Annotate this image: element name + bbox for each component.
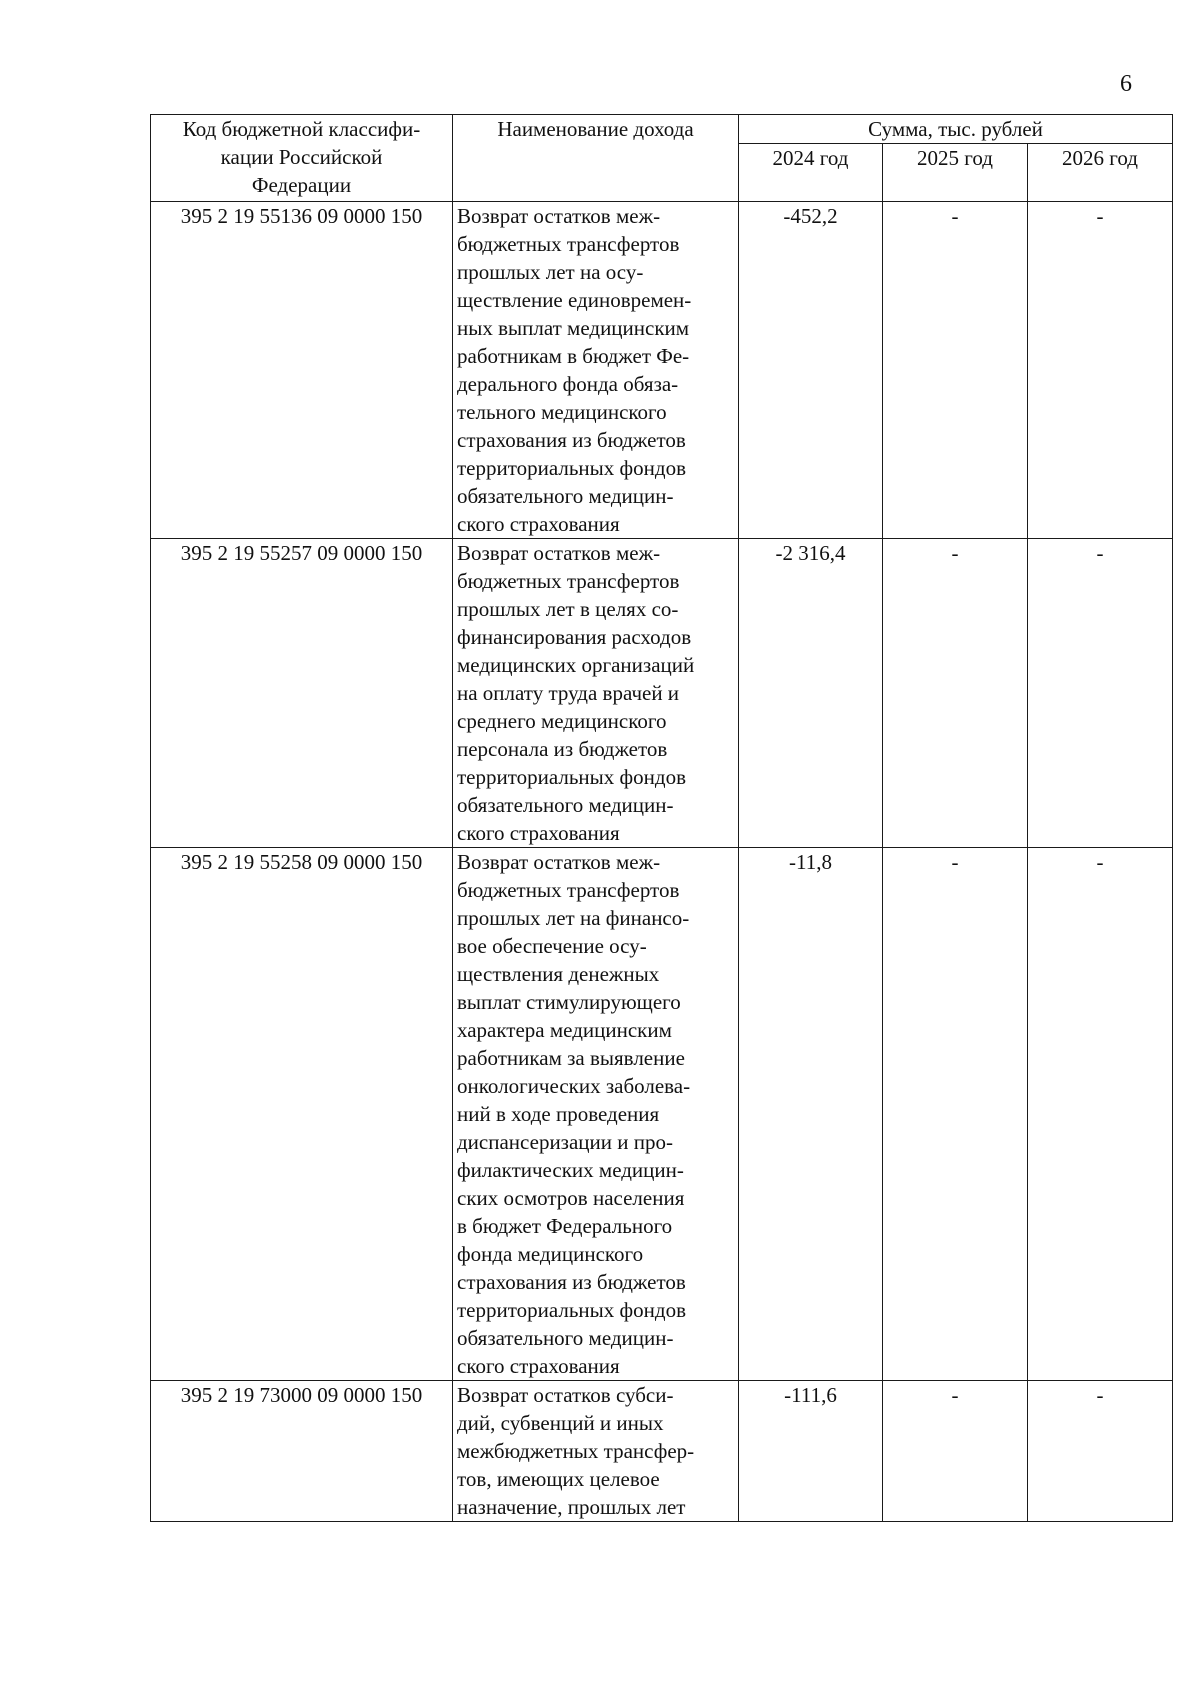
row-amount-2025: - bbox=[883, 1381, 1028, 1522]
row-name: Возврат остатков субси- дий, субвенций и иных межбюджетных трансфер- тов, имеющих целевое назначение, прошлых лет bbox=[453, 1381, 739, 1522]
table-row bbox=[151, 539, 1173, 848]
row-name: Возврат остатков меж- бюджетных трансфертов прошлых лет на осу- ществление единовремен- ных выплат медицинским работникам в бюджет Фе- дерального фонда обяза- тельного медицинского страхования из бюджетов территориальных фондов обязательного медицин- ского страхования bbox=[453, 202, 739, 539]
table-header-row bbox=[151, 115, 1173, 144]
header-code: Код бюджетной классифи- кации Российской Федерации bbox=[151, 115, 453, 202]
row-amount-2026: - bbox=[1028, 1381, 1173, 1522]
table-row bbox=[151, 1381, 1173, 1522]
row-amount-2024: -111,6 bbox=[739, 1381, 883, 1522]
table-row bbox=[151, 848, 1173, 1381]
header-sum: Сумма, тыс. рублей bbox=[739, 115, 1173, 144]
row-code: 395 2 19 73000 09 0000 150 bbox=[151, 1381, 453, 1522]
row-amount-2025: - bbox=[883, 202, 1028, 539]
row-amount-2024: -2 316,4 bbox=[739, 539, 883, 848]
row-amount-2026: - bbox=[1028, 848, 1173, 1381]
row-code: 395 2 19 55257 09 0000 150 bbox=[151, 539, 453, 848]
row-amount-2026: - bbox=[1028, 539, 1173, 848]
row-name: Возврат остатков меж- бюджетных трансфертов прошлых лет на финансо- вое обеспечение осу- ществления денежных выплат стимулирующего характера медицинским работникам за выявление онкологических заболева- ний в ходе проведения диспансеризации и про- филактических медицин- ских осмотров населения в бюджет Федерального фонда медицинского страхования из бюджетов территориальных фондов обязательного медицин- ского страхования bbox=[453, 848, 739, 1381]
row-amount-2024: -11,8 bbox=[739, 848, 883, 1381]
header-year-2026: 2026 год bbox=[1028, 144, 1173, 202]
row-code: 395 2 19 55136 09 0000 150 bbox=[151, 202, 453, 539]
header-name: Наименование дохода bbox=[453, 115, 739, 202]
page-number: 6 bbox=[1120, 71, 1132, 97]
row-amount-2026: - bbox=[1028, 202, 1173, 539]
row-amount-2025: - bbox=[883, 848, 1028, 1381]
header-year-2024: 2024 год bbox=[739, 144, 883, 202]
budget-income-table bbox=[150, 114, 1173, 1522]
table-row bbox=[151, 202, 1173, 539]
row-amount-2024: -452,2 bbox=[739, 202, 883, 539]
row-amount-2025: - bbox=[883, 539, 1028, 848]
row-name: Возврат остатков меж- бюджетных трансфертов прошлых лет в целях со- финансирования расходов медицинских организаций на оплату труда врачей и среднего медицинского персонала из бюджетов территориальных фондов обязательного медицин- ского страхования bbox=[453, 539, 739, 848]
header-year-2025: 2025 год bbox=[883, 144, 1028, 202]
row-code: 395 2 19 55258 09 0000 150 bbox=[151, 848, 453, 1381]
